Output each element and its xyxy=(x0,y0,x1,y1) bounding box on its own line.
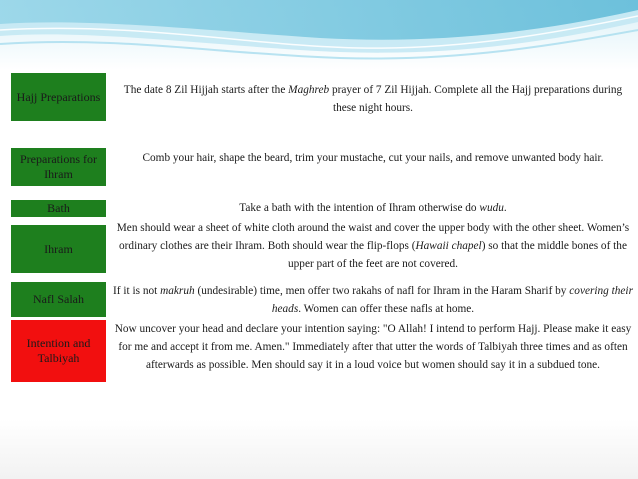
step-description xyxy=(113,320,633,374)
text-segment: . xyxy=(503,202,507,214)
text-segment: . Women can offer these nafls at home. xyxy=(298,303,475,315)
italic-term: wudu xyxy=(479,202,504,214)
step-label-preparations-for-ihram: Preparations for Ihram xyxy=(11,148,106,186)
text-segment: prayer of 7 Zil Hijjah. Complete all the Hajj preparations during these night hours. xyxy=(329,84,623,114)
step-description xyxy=(113,219,633,273)
step-description xyxy=(113,149,633,167)
step-description xyxy=(113,199,633,217)
text-segment: (undesirable) time, men offer two rakahs of nafl for Ihram in the Haram Sharif by xyxy=(194,285,570,297)
text-segment: The date 8 Zil Hijjah starts after the xyxy=(123,84,289,96)
step-label-nafl-salah: Nafl Salah xyxy=(11,282,106,317)
step-label-bath: Bath xyxy=(11,200,106,217)
italic-term: covering their heads xyxy=(271,285,633,315)
text-segment: Men should wear a sheet of white cloth around the waist and cover the upper body with the other sheet. Women’s ordinary clothes are their Ihram. Both should wear the flip-flops ( xyxy=(116,222,630,252)
text-segment: Take a bath with the intention of Ihram otherwise do xyxy=(239,202,480,214)
italic-term: Maghreb xyxy=(288,84,330,96)
italic-term: makruh xyxy=(160,285,195,297)
step-label-intention-and-talbiyah: Intention and Talbiyah xyxy=(11,320,106,382)
bottom-gradient xyxy=(0,419,638,479)
step-description xyxy=(113,81,633,117)
header-wave-decoration xyxy=(0,0,638,70)
text-segment: Now uncover your head and declare your intention saying: "O Allah! I intend to perform Hajj. Please make it easy for me and accept it from me. Amen." Immediately after that utter the words of Talbiyah three times and as often afterwards as possible. Men should say it in a loud voice but women should say it in a subdued tone. xyxy=(114,323,632,371)
step-label-ihram: Ihram xyxy=(11,225,106,273)
step-label-hajj-preparations: Hajj Preparations xyxy=(11,73,106,121)
italic-term: Hawaii chapel xyxy=(415,240,482,252)
step-description xyxy=(113,282,633,318)
text-segment: If it is not xyxy=(113,285,161,297)
text-segment: ) so that the middle bones of the upper part of the feet are not covered. xyxy=(288,240,627,270)
text-segment: Comb your hair, shape the beard, trim your mustache, cut your nails, and remove unwanted body hair. xyxy=(142,152,604,164)
